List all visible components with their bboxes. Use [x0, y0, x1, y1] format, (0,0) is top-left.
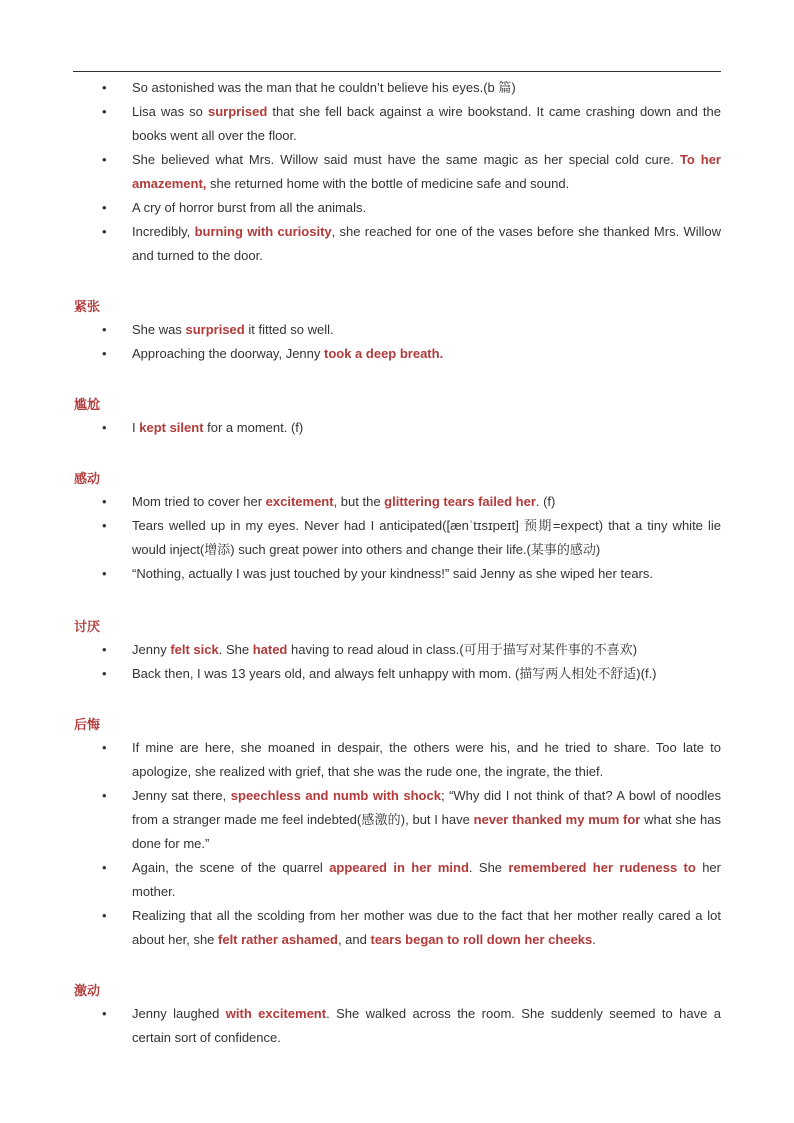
- list-item: [0, 196, 794, 220]
- highlighted-phrase: hated: [252, 642, 288, 657]
- highlighted-phrase: To her amazement,: [132, 152, 721, 191]
- section-heading: 讨厌: [74, 619, 101, 634]
- bullet-icon: •: [102, 346, 107, 361]
- section: [0, 298, 794, 366]
- list-item: [0, 638, 794, 662]
- highlighted-phrase: speechless and numb with shock: [230, 788, 441, 803]
- text-run: . (f): [535, 494, 556, 509]
- bullet-icon: •: [102, 224, 107, 239]
- text-run: that she fell back against a wire bookstand. It came crashing down and the books went all over the floor.: [132, 104, 721, 143]
- bullet-list: [0, 416, 794, 440]
- section: [0, 470, 794, 586]
- document-body: [0, 76, 794, 1050]
- text-run: her mother.: [132, 860, 721, 899]
- header-rule: [73, 71, 721, 72]
- highlighted-phrase: kept silent: [139, 420, 204, 435]
- highlighted-phrase: surprised: [208, 104, 268, 119]
- highlighted-phrase: felt rather ashamed: [218, 932, 338, 947]
- text-run: So astonished was the man that he couldn’t believe his eyes.(b 篇): [132, 80, 516, 95]
- highlighted-phrase: excitement: [265, 494, 334, 509]
- highlighted-phrase: burning with curiosity: [194, 224, 332, 239]
- list-item: [0, 220, 794, 268]
- bullet-icon: •: [102, 494, 107, 509]
- list-item: [0, 342, 794, 366]
- section: [0, 716, 794, 952]
- text-run: having to read aloud in class.(可用于描写对某件事的不喜欢): [287, 642, 638, 657]
- text-run: Incredibly,: [132, 224, 195, 239]
- list-item: [0, 490, 794, 514]
- text-run: Approaching the doorway, Jenny: [132, 346, 324, 361]
- text-run: it fitted so well.: [244, 322, 334, 337]
- bullet-icon: •: [102, 518, 107, 533]
- bullet-icon: •: [102, 860, 107, 875]
- highlighted-phrase: never thanked my mum for: [473, 812, 641, 827]
- list-item: [0, 904, 794, 952]
- list-item: [0, 514, 794, 562]
- text-run: Again, the scene of the quarrel: [132, 860, 330, 875]
- section-heading: 感动: [74, 471, 101, 486]
- bullet-icon: •: [102, 104, 107, 119]
- text-run: what she has done for me.”: [132, 812, 722, 851]
- text-run: Jenny laughed: [132, 1006, 226, 1021]
- text-run: Lisa was so: [132, 104, 209, 119]
- text-run: , but the: [333, 494, 385, 509]
- bullet-icon: •: [102, 420, 107, 435]
- bullet-list: [0, 490, 794, 586]
- highlighted-phrase: tears began to roll down her cheeks: [370, 932, 593, 947]
- list-item: [0, 562, 794, 586]
- text-run: Back then, I was 13 years old, and always felt unhappy with mom. (描写两人相处不舒适)(f.): [132, 666, 657, 681]
- text-run: , and: [337, 932, 371, 947]
- section: [0, 396, 794, 440]
- highlighted-phrase: with excitement: [225, 1006, 327, 1021]
- list-item: [0, 76, 794, 100]
- section: [0, 618, 794, 686]
- text-run: Mom tried to cover her: [132, 494, 266, 509]
- bullet-icon: •: [102, 740, 107, 755]
- text-run: .: [592, 932, 596, 947]
- bullet-list: [0, 736, 794, 952]
- text-run: , she reached for one of the vases before she thanked Mrs. Willow and turned to the door.: [132, 224, 722, 263]
- text-run: “Nothing, actually I was just touched by your kindness!” said Jenny as she wiped her tears.: [132, 566, 653, 581]
- highlighted-phrase: glittering tears failed her: [384, 494, 536, 509]
- text-run: I: [132, 420, 140, 435]
- bullet-icon: •: [102, 666, 107, 681]
- highlighted-phrase: took a deep breath.: [324, 346, 444, 361]
- list-item: [0, 662, 794, 686]
- text-run: . She: [218, 642, 253, 657]
- text-run: . She: [468, 860, 509, 875]
- text-run: A cry of horror burst from all the animals.: [132, 200, 367, 215]
- bullet-icon: •: [102, 908, 107, 923]
- highlighted-phrase: felt sick: [170, 642, 219, 657]
- section: [0, 982, 794, 1050]
- bullet-list: [0, 638, 794, 686]
- text-run: she returned home with the bottle of medicine safe and sound.: [206, 176, 570, 191]
- text-run: . She walked across the room. She suddenly seemed to have a certain sort of confidence.: [132, 1006, 721, 1045]
- highlighted-phrase: appeared in her mind: [329, 860, 469, 875]
- text-run: Realizing that all the scolding from her mother was due to the fact that her mother really cared a lot about her, she: [132, 908, 721, 947]
- text-run: ; “Why did I not think of that? A bowl of noodles from a stranger made me feel indebted(感激的), but I have: [132, 788, 721, 827]
- text-run: Jenny: [132, 642, 171, 657]
- list-item: [0, 784, 794, 856]
- bullet-icon: •: [102, 152, 107, 167]
- bullet-list: [0, 1002, 794, 1050]
- section-heading: 尴尬: [74, 397, 101, 412]
- text-run: She was: [132, 322, 186, 337]
- bullet-icon: •: [102, 642, 107, 657]
- bullet-icon: •: [102, 80, 107, 95]
- section-heading: 激动: [74, 983, 101, 998]
- text-run: If mine are here, she moaned in despair, the others were his, and he tried to share. Too late to apologize, she realized with grief, that she was the rude one, the ingrate, the thief.: [132, 740, 721, 779]
- bullet-list: [0, 76, 794, 268]
- text-run: Jenny sat there,: [132, 788, 231, 803]
- bullet-icon: •: [102, 322, 107, 337]
- text-run: for a moment. (f): [203, 420, 304, 435]
- text-run: Tears welled up in my eyes. Never had I anticipated([ænˈtɪsɪpeɪt] 预期=expect) that a tiny white lie would inject(增添) such great power into others and change their life.(某事的感动): [132, 518, 721, 557]
- bullet-list: [0, 318, 794, 366]
- section-heading: 紧张: [74, 299, 101, 314]
- bullet-icon: •: [102, 566, 107, 581]
- list-item: [0, 416, 794, 440]
- list-item: [0, 148, 794, 196]
- list-item: [0, 856, 794, 904]
- bullet-icon: •: [102, 788, 107, 803]
- text-run: She believed what Mrs. Willow said must have the same magic as her special cold cure.: [132, 152, 680, 167]
- list-item: [0, 100, 794, 148]
- highlighted-phrase: surprised: [185, 322, 245, 337]
- section-heading: 后悔: [74, 717, 101, 732]
- list-item: [0, 736, 794, 784]
- highlighted-phrase: remembered her rudeness to: [508, 860, 696, 875]
- bullet-icon: •: [102, 1006, 107, 1021]
- section: [0, 76, 794, 268]
- bullet-icon: •: [102, 200, 107, 215]
- list-item: [0, 318, 794, 342]
- list-item: [0, 1002, 794, 1050]
